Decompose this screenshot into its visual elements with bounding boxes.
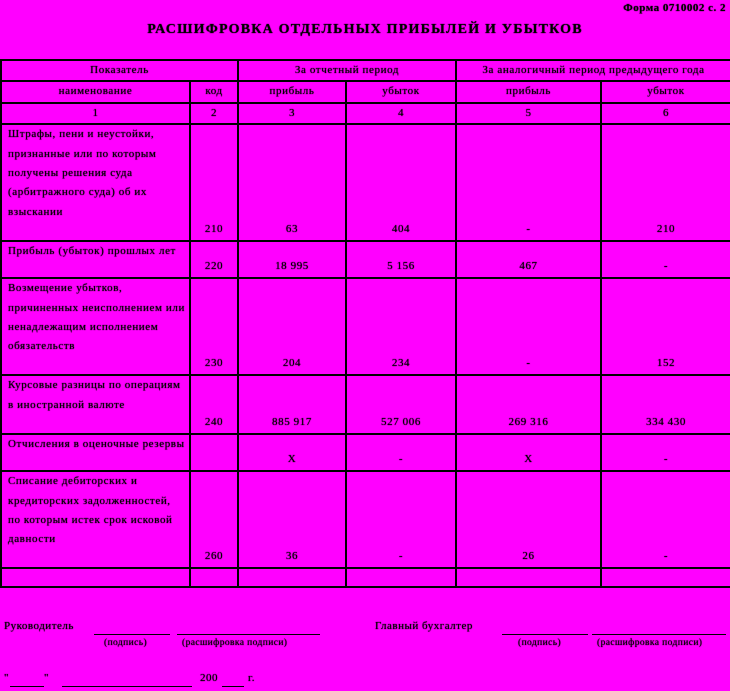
header-previous-period: За аналогичный период предыдущего года bbox=[456, 60, 730, 81]
row-name: Списание дебиторских и кредиторских задолженностей, по которым истек срок исковой давности bbox=[1, 471, 190, 568]
row-prev-loss: - bbox=[601, 241, 730, 278]
head-decoding-line bbox=[177, 634, 320, 635]
col-number-2: 2 bbox=[190, 103, 238, 124]
row-prev-loss: 334 430 bbox=[601, 375, 730, 434]
header-name: наименование bbox=[1, 81, 190, 102]
accountant-decoding-caption: (расшифровка подписи) bbox=[597, 638, 703, 648]
row-name: Штрафы, пени и неустойки, признанные или по которым получены решения суда (арбитражного суда) об их взыскании bbox=[1, 124, 190, 241]
form-code: Форма 0710002 с. 2 bbox=[623, 2, 726, 14]
row-cur-profit: 36 bbox=[238, 471, 346, 568]
date-year-line bbox=[222, 686, 244, 687]
date-month-line bbox=[62, 686, 192, 687]
row-cur-profit: X bbox=[238, 434, 346, 471]
row-prev-loss: - bbox=[601, 434, 730, 471]
chief-accountant-label: Главный бухгалтер bbox=[375, 620, 473, 632]
row-prev-loss: - bbox=[601, 471, 730, 568]
table-row bbox=[1, 471, 730, 568]
row-cur-loss: 234 bbox=[346, 278, 456, 375]
accountant-decoding-line bbox=[592, 634, 726, 635]
row-prev-profit: - bbox=[456, 124, 601, 241]
row-name: Прибыль (убыток) прошлых лет bbox=[1, 241, 190, 278]
row-prev-profit: 269 316 bbox=[456, 375, 601, 434]
col-number-6: 6 bbox=[601, 103, 730, 124]
header-current-period: За отчетный период bbox=[238, 60, 456, 81]
head-label: Руководитель bbox=[4, 620, 74, 632]
col-number-4: 4 bbox=[346, 103, 456, 124]
row-name: Возмещение убытков, причиненных неисполнением или ненадлежащим исполнением обязательств bbox=[1, 278, 190, 375]
head-signature-line bbox=[94, 634, 170, 635]
row-prev-loss: 152 bbox=[601, 278, 730, 375]
table-row bbox=[1, 278, 730, 375]
row-code: 230 bbox=[190, 278, 238, 375]
col-number-5: 5 bbox=[456, 103, 601, 124]
row-prev-profit: 467 bbox=[456, 241, 601, 278]
row-cur-profit: 18 995 bbox=[238, 241, 346, 278]
head-decoding-caption: (расшифровка подписи) bbox=[182, 638, 288, 648]
row-code: 240 bbox=[190, 375, 238, 434]
header-prev-loss: убыток bbox=[601, 81, 730, 102]
row-code: 210 bbox=[190, 124, 238, 241]
row-name: Отчисления в оценочные резервы bbox=[1, 434, 190, 471]
row-cur-loss: - bbox=[346, 434, 456, 471]
row-prev-profit: 26 bbox=[456, 471, 601, 568]
head-signature-caption: (подпись) bbox=[104, 638, 148, 648]
row-cur-profit: 204 bbox=[238, 278, 346, 375]
row-cur-profit: 63 bbox=[238, 124, 346, 241]
row-cur-profit: 885 917 bbox=[238, 375, 346, 434]
row-code bbox=[190, 434, 238, 471]
row-prev-profit: - bbox=[456, 278, 601, 375]
table-row bbox=[1, 124, 730, 241]
date-day-line bbox=[10, 686, 44, 687]
date-quote-close: " bbox=[44, 672, 49, 684]
empty-row bbox=[1, 568, 730, 587]
row-prev-loss: 210 bbox=[601, 124, 730, 241]
row-code: 220 bbox=[190, 241, 238, 278]
page-title: РАСШИФРОВКА ОТДЕЛЬНЫХ ПРИБЫЛЕЙ И УБЫТКОВ bbox=[147, 22, 583, 37]
header-cur-loss: убыток bbox=[346, 81, 456, 102]
table-row bbox=[1, 434, 730, 471]
accountant-signature-line bbox=[502, 634, 588, 635]
date-quote-open: " bbox=[4, 672, 9, 684]
table-row bbox=[1, 375, 730, 434]
row-cur-loss: 404 bbox=[346, 124, 456, 241]
row-cur-loss: 527 006 bbox=[346, 375, 456, 434]
row-code: 260 bbox=[190, 471, 238, 568]
accountant-signature-caption: (подпись) bbox=[518, 638, 562, 648]
date-year-prefix: 200 bbox=[200, 672, 218, 684]
col-number-1: 1 bbox=[1, 103, 190, 124]
header-cur-profit: прибыль bbox=[238, 81, 346, 102]
table-row bbox=[1, 241, 730, 278]
date-year-suffix: г. bbox=[248, 672, 256, 684]
header-code: код bbox=[190, 81, 238, 102]
profit-loss-table bbox=[0, 59, 730, 588]
row-prev-profit: X bbox=[456, 434, 601, 471]
header-prev-profit: прибыль bbox=[456, 81, 601, 102]
row-cur-loss: - bbox=[346, 471, 456, 568]
row-cur-loss: 5 156 bbox=[346, 241, 456, 278]
col-number-3: 3 bbox=[238, 103, 346, 124]
row-name: Курсовые разницы по операциям в иностранной валюте bbox=[1, 375, 190, 434]
header-indicator: Показатель bbox=[1, 60, 238, 81]
